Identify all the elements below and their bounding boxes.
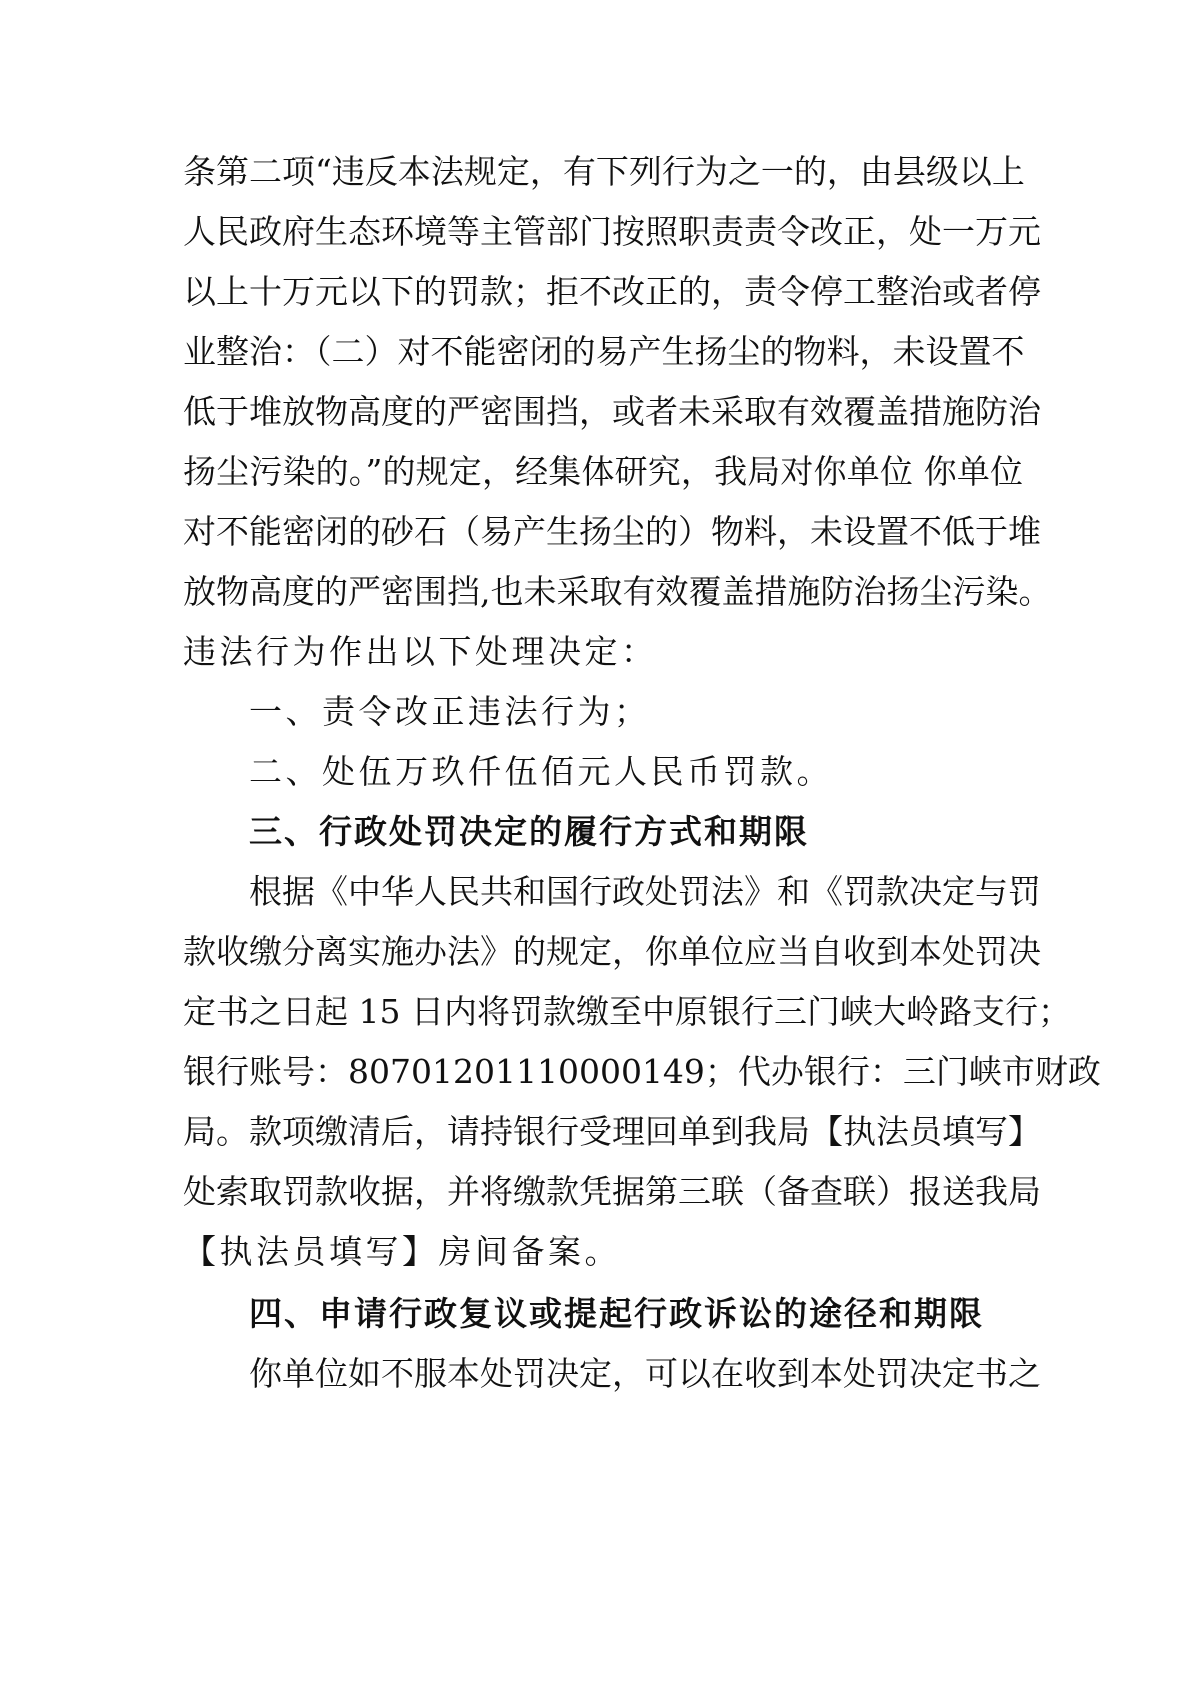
body-text-line: 你单位如不服本处罚决定，可以在收到本处罚决定书之 xyxy=(249,1354,1041,1393)
body-text-line: 扬尘污染的。”的规定，经集体研究，我局对你单位 你单位 xyxy=(183,452,1023,491)
body-text-line: 定书之日起 15 日内将罚款缴至中原银行三门峡大岭路支行； xyxy=(183,992,1071,1031)
body-text-line: 银行账号：80701201110000149；代办银行：三门峡市财政 xyxy=(183,1052,1101,1091)
body-text-line: 业整治：（二）对不能密闭的易产生扬尘的物料，未设置不 xyxy=(183,332,1025,371)
body-text-line: 款收缴分离实施办法》的规定，你单位应当自收到本处罚决 xyxy=(183,932,1041,971)
body-text-line: 【执法员填写】房间备案。 xyxy=(183,1232,621,1271)
body-text-line: 处索取罚款收据，并将缴款凭据第三联（备查联）报送我局 xyxy=(183,1172,1041,1211)
body-text-line: 根据《中华人民共和国行政处罚法》和《罚款决定与罚 xyxy=(249,872,1041,911)
body-text-line: 放物高度的严密围挡,也未采取有效覆盖措施防治扬尘污染。 xyxy=(183,572,1052,611)
body-text-line: 低于堆放物高度的严密围挡，或者未采取有效覆盖措施防治 xyxy=(183,392,1041,431)
decision-item: 一、责令改正违法行为； xyxy=(249,692,651,731)
body-text-line: 局。款项缴清后，请持银行受理回单到我局【执法员填写】 xyxy=(183,1112,1041,1151)
body-text-line: 条第二项“违反本法规定，有下列行为之一的，由县级以上 xyxy=(183,152,1025,191)
body-text-line: 人民政府生态环境等主管部门按照职责责令改正，处一万元 xyxy=(183,212,1041,251)
section-heading: 四、申请行政复议或提起行政诉讼的途径和期限 xyxy=(249,1294,984,1333)
body-text-line: 以上十万元以下的罚款；拒不改正的，责令停工整治或者停 xyxy=(183,272,1041,311)
body-text-line: 违法行为作出以下处理决定： xyxy=(183,632,658,671)
body-text-line: 对不能密闭的砂石（易产生扬尘的）物料，未设置不低于堆 xyxy=(183,512,1041,551)
decision-item: 二、处伍万玖仟伍佰元人民币罚款。 xyxy=(249,752,833,791)
section-heading: 三、行政处罚决定的履行方式和期限 xyxy=(249,812,809,851)
